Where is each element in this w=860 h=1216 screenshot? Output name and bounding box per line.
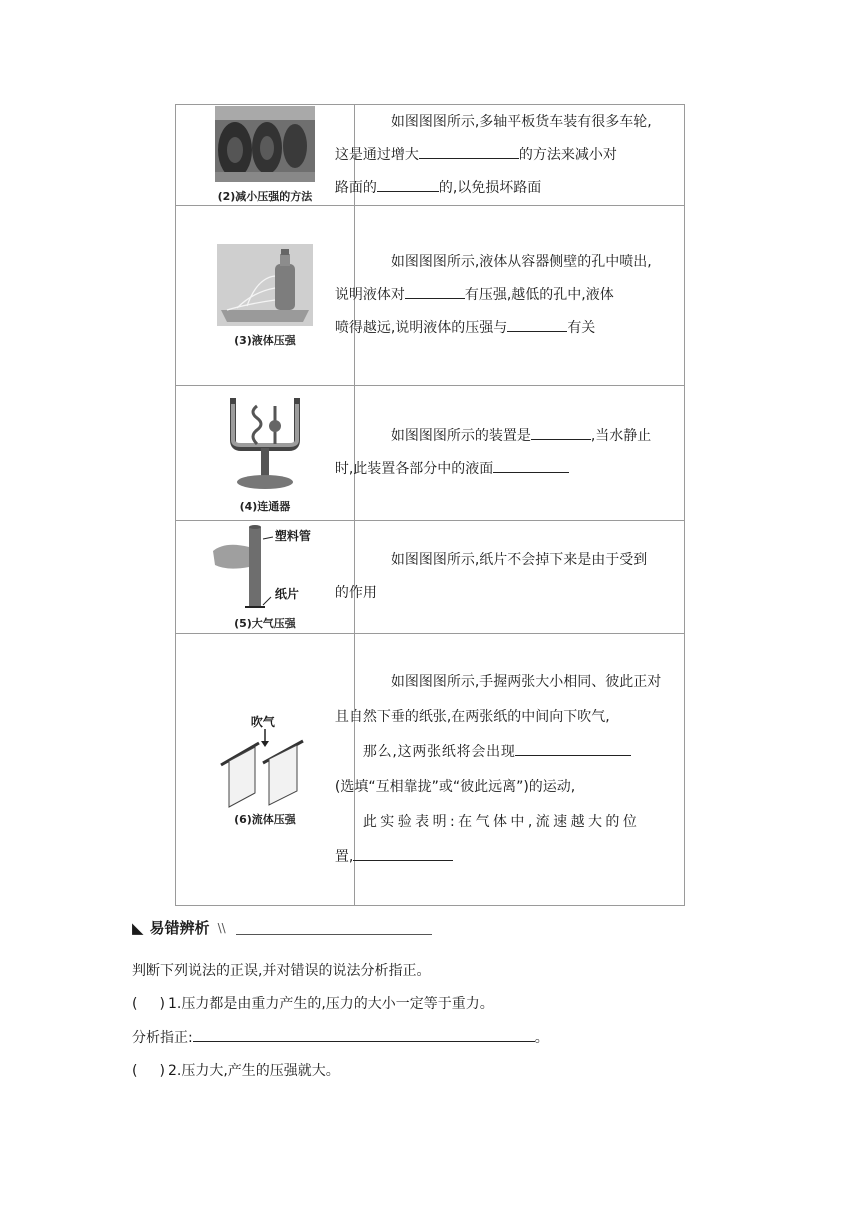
question-text: 2.压力大,产生的压强就大。: [168, 1063, 340, 1079]
answer-blank[interactable]: [493, 456, 569, 473]
answer-blank[interactable]: [377, 175, 439, 192]
analysis-label: 分析指正:: [132, 1030, 193, 1046]
table-row: [176, 634, 685, 906]
answer-blank[interactable]: [531, 423, 591, 440]
answer-blank[interactable]: [507, 315, 567, 332]
analysis-blank[interactable]: [193, 1029, 535, 1042]
section-header: [132, 917, 432, 938]
liquid-pressure-image: [217, 244, 313, 326]
answer-blank[interactable]: [419, 142, 519, 159]
truck-wheels-image: [215, 106, 315, 182]
label-blow: 吹气: [250, 714, 275, 729]
answer-blank[interactable]: [405, 282, 465, 299]
text-cell: 如图图图所示,多轴平板货车装有很多车轮, 这是通过增大 的方法来减小对 路面的 的,以免损坏路面: [354, 105, 684, 206]
section-marker-icon: ◣: [132, 918, 144, 937]
figure-cell: [176, 634, 355, 906]
answer-blank[interactable]: [515, 739, 631, 756]
section-underline: [236, 920, 432, 935]
question-text: 1.压力都是由重力产生的,压力的大小一定等于重力。: [168, 996, 494, 1012]
answer-blank[interactable]: [353, 844, 453, 861]
label-plastic-tube: 塑料管: [274, 529, 311, 543]
label-paper: 纸片: [274, 587, 299, 601]
connected-vessels-image: [223, 392, 307, 492]
fluid-pressure-figure: [217, 713, 313, 809]
figure-caption: (3)液体压强: [234, 333, 296, 347]
text-cell: 如图图图所示,液体从容器侧壁的孔中喷出, 说明液体对 有压强,越低的孔中,液体 喷得越远,说明液体的压强与 有关: [354, 206, 684, 386]
question-2: [132, 1060, 340, 1080]
section-title: 易错辨析: [149, 919, 210, 937]
text-cell: 如图图图所示,手握两张大小相同、彼此正对 且自然下垂的纸张,在两张纸的中间向下吹气, 那么,这两张纸将会出现 (选填“互相靠拢”或“彼此远离”)的运动, 此实验表明:在气体中,流速越大的位 置,: [354, 634, 684, 906]
table-row: [176, 105, 685, 206]
two-papers-image: [217, 713, 313, 809]
figure-cell: [176, 521, 355, 634]
figure-cell: [176, 206, 355, 386]
figure-caption: (5)大气压强: [234, 617, 296, 630]
double-slash-icon: \\: [217, 920, 226, 935]
text-cell: 如图图图所示,纸片不会掉下来是由于受到 的作用: [354, 521, 684, 634]
figure-cell: [176, 386, 355, 521]
figure-caption: (6)流体压强: [234, 812, 296, 826]
text-cell: 如图图图所示的装置是 ,当水静止 时,此装置各部分中的液面: [354, 386, 684, 521]
table-row: [176, 521, 685, 634]
figure-caption: (4)连通器: [239, 500, 291, 513]
table-row: [176, 206, 685, 386]
question-1: [132, 993, 494, 1013]
answer-paren[interactable]: ( ): [132, 996, 165, 1012]
section-intro: 判断下列说法的正误,并对错误的说法分析指正。: [132, 963, 431, 979]
figure-caption: (2)减小压强的方法: [217, 190, 313, 203]
figure-cell: [176, 105, 355, 206]
table-row: [176, 386, 685, 521]
answer-paren[interactable]: ( ): [132, 1063, 165, 1079]
question-1-analysis: 分析指正: 。: [132, 1030, 549, 1046]
atmospheric-pressure-figure: [205, 523, 325, 613]
knowledge-table: [175, 104, 685, 906]
